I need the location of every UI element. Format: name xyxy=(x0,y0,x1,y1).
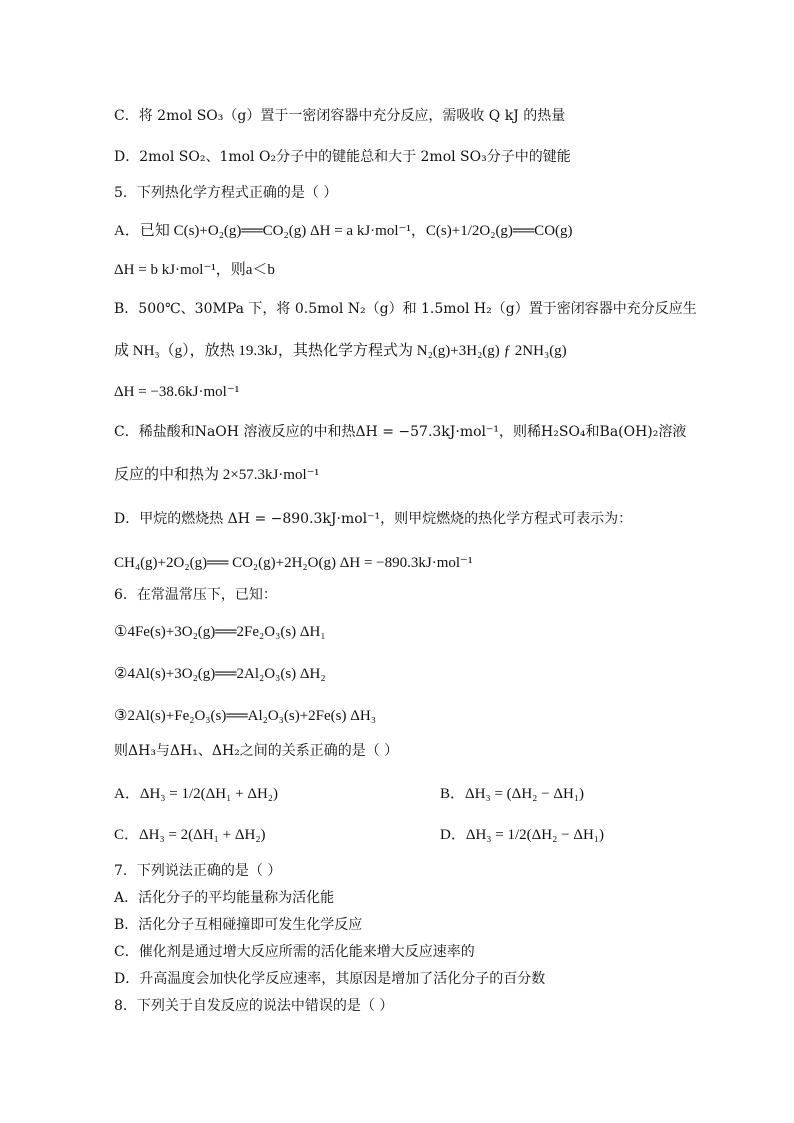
q6-option-a: A．ΔH₃ = 1/2(ΔH₁ + ΔH₂) xyxy=(114,786,279,802)
q5-option-c-cont: 反应的中和热为 2×57.3kJ·mol⁻¹ xyxy=(114,467,320,483)
q7-option-b: B．活化分子互相碰撞即可发生化学反应 xyxy=(114,917,363,933)
q6-stem: 6．在常温常压下，已知： xyxy=(114,587,277,603)
q4-option-d: D．2mol SO₂、1mol O₂分子中的键能总和大于 2mol SO₃分子中的键能 xyxy=(114,149,571,165)
q6-question: 则ΔH₃与ΔH₁、ΔH₂之间的关系正确的是（ ） xyxy=(114,743,399,759)
q6-option-c: C．ΔH₃ = 2(ΔH₁ + ΔH₂) xyxy=(114,827,266,843)
q7-option-a: A．活化分子的平均能量称为活化能 xyxy=(114,890,335,906)
q5-option-d: D．甲烷的燃烧热 ΔH = −890.3kJ·mol⁻¹，则甲烷燃烧的热化学方程式可表示为： xyxy=(114,511,633,527)
q5-option-a-cont: ΔH = b kJ·mol⁻¹，则a＜b xyxy=(114,262,275,278)
q7-stem: 7．下列说法正确的是（ ） xyxy=(114,863,282,879)
q5-option-a: A．已知 C(s)+O₂(g)══CO₂(g) ΔH = a kJ·mol⁻¹，C(s)+1/2O₂(g)══CO(g) xyxy=(114,223,573,239)
q6-reaction-1: ①4Fe(s)+3O₂(g)══2Fe₂O₃(s) ΔH₁ xyxy=(114,624,326,640)
q5-option-b-cont: 成 NH₃（g），放热 19.3kJ，其热化学方程式为 N₂(g)+3H₂(g) ƒ 2NH₃(g) xyxy=(114,343,567,359)
q7-option-c: C．催化剂是通过增大反应所需的活化能来增大反应速率的 xyxy=(114,944,475,960)
q7-option-d: D．升高温度会加快化学反应速率，其原因是增加了活化分子的百分数 xyxy=(114,971,546,987)
q5-option-b-dh: ΔH = −38.6kJ·mol⁻¹ xyxy=(114,384,240,400)
q5-option-b: B．500℃、30MPa 下，将 0.5mol N₂（g）和 1.5mol H₂（g）置于密闭容器中充分反应生 xyxy=(114,301,697,317)
q4-option-c: C．将 2mol SO₃（g）置于一密闭容器中充分反应，需吸收 Q kJ 的热量 xyxy=(114,108,566,124)
q6-reaction-2: ②4Al(s)+3O₂(g)══2Al₂O₃(s) ΔH₂ xyxy=(114,666,326,682)
q5-option-d-equation: CH₄(g)+2O₂(g)══ CO₂(g)+2H₂O(g) ΔH = −890.3kJ·mol⁻¹ xyxy=(114,555,473,571)
q5-option-c: C．稀盐酸和NaOH 溶液反应的中和热ΔH = −57.3kJ·mol⁻¹，则稀H₂SO₄和Ba(OH)₂溶液 xyxy=(114,424,687,440)
q6-reaction-3: ③2Al(s)+Fe₂O₃(s)══Al₂O₃(s)+2Fe(s) ΔH₃ xyxy=(114,708,376,724)
q6-option-d: D．ΔH₃ = 1/2(ΔH₂ − ΔH₁) xyxy=(440,827,605,843)
q6-option-b: B．ΔH₃ = (ΔH₂ − ΔH₁) xyxy=(440,786,585,802)
q8-stem: 8．下列关于自发反应的说法中错误的是（ ） xyxy=(114,998,394,1014)
q5-stem: 5．下列热化学方程式正确的是（ ） xyxy=(114,185,338,201)
